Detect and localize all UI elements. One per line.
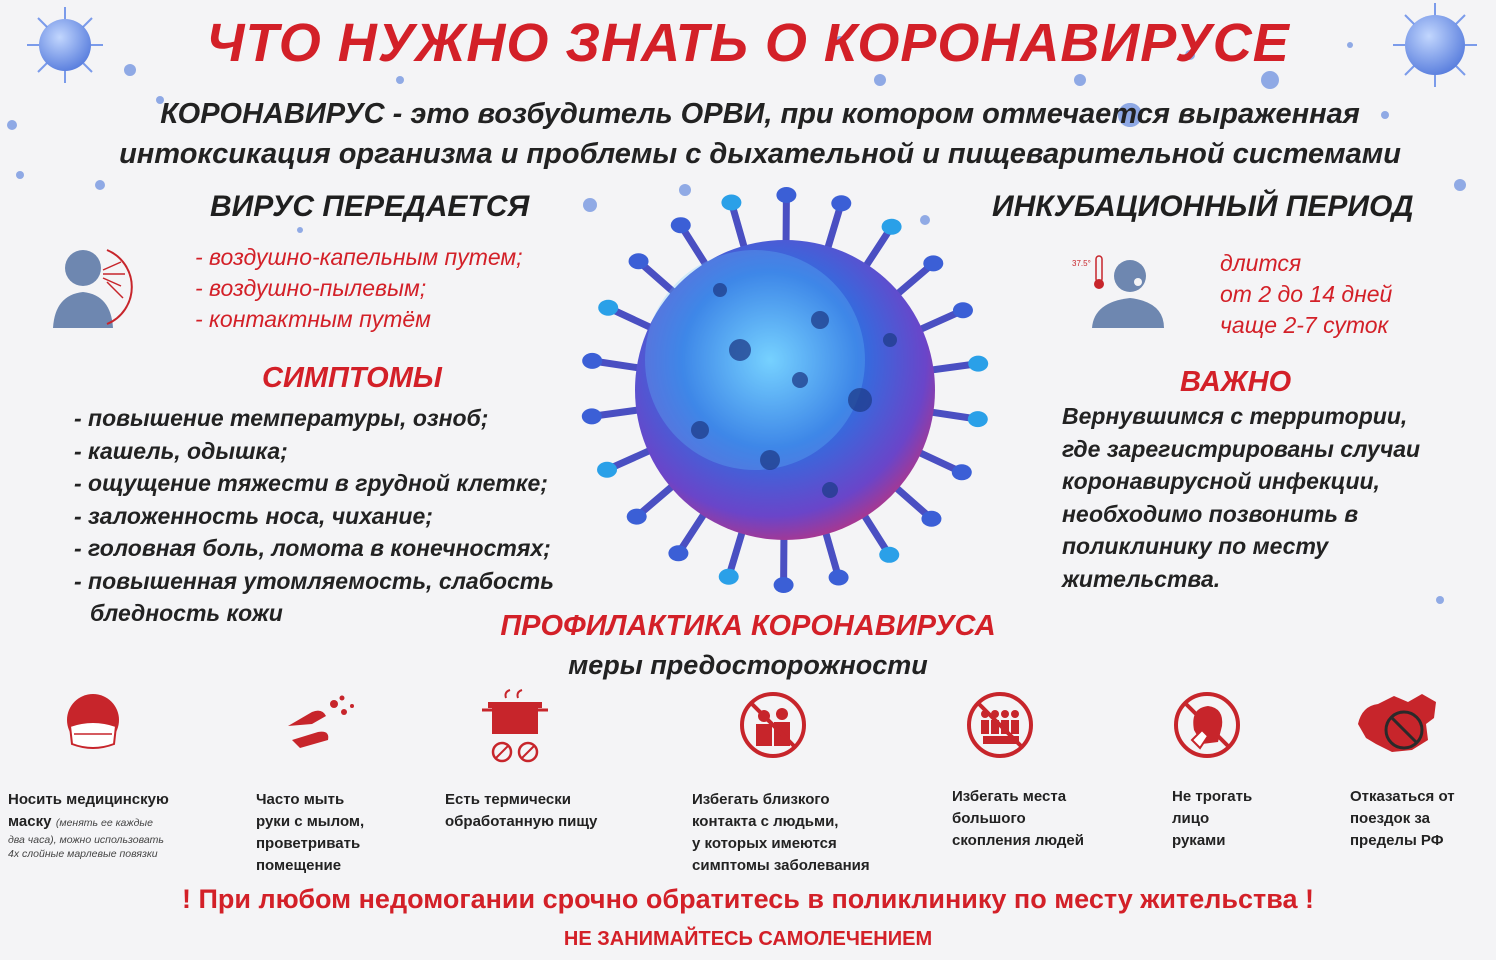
prevention-item-face: [1172, 786, 1252, 852]
virus-spike-head: [882, 219, 902, 235]
prevention-label: большого: [952, 810, 1026, 827]
prevention-note: (менять ее каждые: [55, 817, 153, 829]
prevention-label: Избегать близкого: [692, 791, 830, 808]
symptom-item: - головная боль, ломота в конечностях;: [74, 535, 551, 561]
prevention-item-mask: [8, 789, 169, 861]
virus-spike-head: [582, 353, 602, 369]
prevention-label: скопления людей: [952, 832, 1084, 849]
important-line: поликлинику по месту: [1062, 533, 1329, 559]
prevention-label: руки с мылом,: [256, 813, 365, 830]
prevention-label: помещение: [256, 857, 342, 874]
incubation-line: чаще 2-7 суток: [1220, 312, 1389, 338]
important-text: [1062, 400, 1420, 595]
prevention-label: проветривать: [256, 835, 361, 852]
prevention-note: 4х слойные марлевые повязки: [8, 848, 158, 860]
no-travel-map-icon: [1348, 684, 1448, 764]
prevention-label: Есть термически: [445, 791, 571, 808]
coronavirus-illustration: [570, 170, 1000, 610]
prevention-label: обработанную пищу: [445, 813, 598, 830]
virus-spike-head: [597, 462, 617, 478]
prevention-label: симптомы заболевания: [692, 857, 870, 874]
transmission-item: - воздушно-капельным путем;: [195, 244, 523, 270]
prevention-label: у которых имеются: [692, 835, 837, 852]
prevention-item-contact: [692, 789, 870, 877]
mask-icon: [58, 690, 128, 760]
transmission-heading: ВИРУС ПЕРЕДАЕТСЯ: [210, 190, 530, 223]
virus-spike-head: [953, 302, 973, 318]
virus-spike-head: [776, 187, 796, 203]
virus-spike-head: [582, 408, 602, 424]
important-line: коронавирусной инфекции,: [1062, 468, 1380, 494]
no-contact-icon: [738, 690, 808, 760]
prevention-label: лицо: [1172, 810, 1210, 827]
important-line: где зарегистрированы случаи: [1062, 435, 1421, 462]
prevention-label: Отказаться от: [1350, 788, 1455, 805]
virus-spike-head: [968, 356, 988, 372]
thermometer-reading: 37.5°: [1072, 259, 1091, 268]
symptom-item: - повышение температуры, озноб;: [74, 405, 489, 431]
transmission-item: - воздушно-пылевым;: [195, 275, 427, 301]
incubation-line: длится: [1220, 250, 1302, 276]
prevention-note: два часа), можно использовать: [8, 834, 164, 846]
virus-spike-head: [923, 255, 943, 271]
prevention-heading: ПРОФИЛАКТИКА КОРОНАВИРУСА: [500, 610, 996, 642]
important-line: необходимо позвонить в: [1062, 500, 1359, 527]
prevention-label: пределы РФ: [1350, 832, 1444, 849]
prevention-label: поездок за: [1350, 810, 1430, 827]
definition-line-1: КОРОНАВИРУС - это возбудитель ОРВИ, при котором отмечается выраженная: [160, 98, 1360, 130]
footer-no-self-treatment: НЕ ЗАНИМАЙТЕСЬ САМОЛЕЧЕНИЕМ: [563, 928, 933, 950]
prevention-item-crowd: [952, 786, 1084, 852]
prevention-subheading: меры предосторожности: [568, 650, 928, 680]
prevention-label: контакта с людьми,: [692, 813, 839, 830]
prevention-item-hands: [256, 789, 364, 877]
virus-spike-head: [598, 300, 618, 316]
prevention-label: Не трогать: [1172, 788, 1253, 805]
virus-spike-head: [719, 569, 739, 585]
symptoms-heading: СИМПТОМЫ: [262, 362, 442, 394]
prevention-label: руками: [1172, 832, 1226, 849]
virus-spike-head: [668, 545, 688, 561]
cooking-pot-icon: [480, 688, 550, 768]
person-fever-icon: [1068, 250, 1168, 330]
page-title: ЧТО НУЖНО ЗНАТЬ О КОРОНАВИРУСЕ: [206, 13, 1290, 73]
prevention-item-travel: [1350, 786, 1455, 852]
virus-spike-head: [879, 547, 899, 563]
transmission-item: - контактным путём: [195, 306, 431, 332]
no-face-touch-icon: [1172, 690, 1242, 760]
virus-spike-head: [829, 569, 849, 585]
virus-spike-head: [629, 253, 649, 269]
virus-spike-head: [627, 509, 647, 525]
no-crowd-icon: [965, 690, 1035, 760]
symptom-item: бледность кожи: [90, 600, 283, 626]
important-heading: ВАЖНО: [1180, 366, 1292, 398]
virus-spike-head: [921, 511, 941, 527]
virus-spike-head: [831, 195, 851, 211]
person-coughing-icon: [45, 240, 155, 330]
incubation-heading: ИНКУБАЦИОННЫЙ ПЕРИОД: [992, 190, 1414, 223]
important-line: жительства.: [1062, 565, 1221, 592]
symptom-item: - заложенность носа, чихание;: [74, 502, 433, 529]
prevention-label: Часто мыть: [256, 791, 345, 808]
symptoms-list: [74, 402, 554, 630]
symptom-item: - кашель, одышка;: [74, 437, 288, 464]
virus-spike-head: [774, 577, 794, 593]
symptom-item: - ощущение тяжести в грудной клетке;: [74, 470, 548, 496]
important-line: Вернувшимся с территории,: [1062, 403, 1408, 429]
prevention-item-food: [445, 789, 597, 833]
virus-spike-head: [952, 464, 972, 480]
incubation-line: от 2 до 14 дней: [1220, 281, 1393, 307]
definition-line-2: интоксикация организма и проблемы с дыхательной и пищеварительной системами: [119, 138, 1401, 170]
virus-spike-head: [721, 195, 741, 211]
prevention-label: Избегать места: [952, 788, 1067, 805]
prevention-label: маску: [8, 813, 52, 830]
virus-spike-head: [968, 411, 988, 427]
prevention-label: Носить медицинскую: [8, 791, 169, 808]
hand-washing-icon: [282, 690, 362, 750]
symptom-item: - повышенная утомляемость, слабость: [74, 567, 554, 594]
footer-warning: ! При любом недомогании срочно обратитесь в поликлинику по месту жительства !: [181, 884, 1314, 914]
virus-spike-head: [671, 217, 691, 233]
